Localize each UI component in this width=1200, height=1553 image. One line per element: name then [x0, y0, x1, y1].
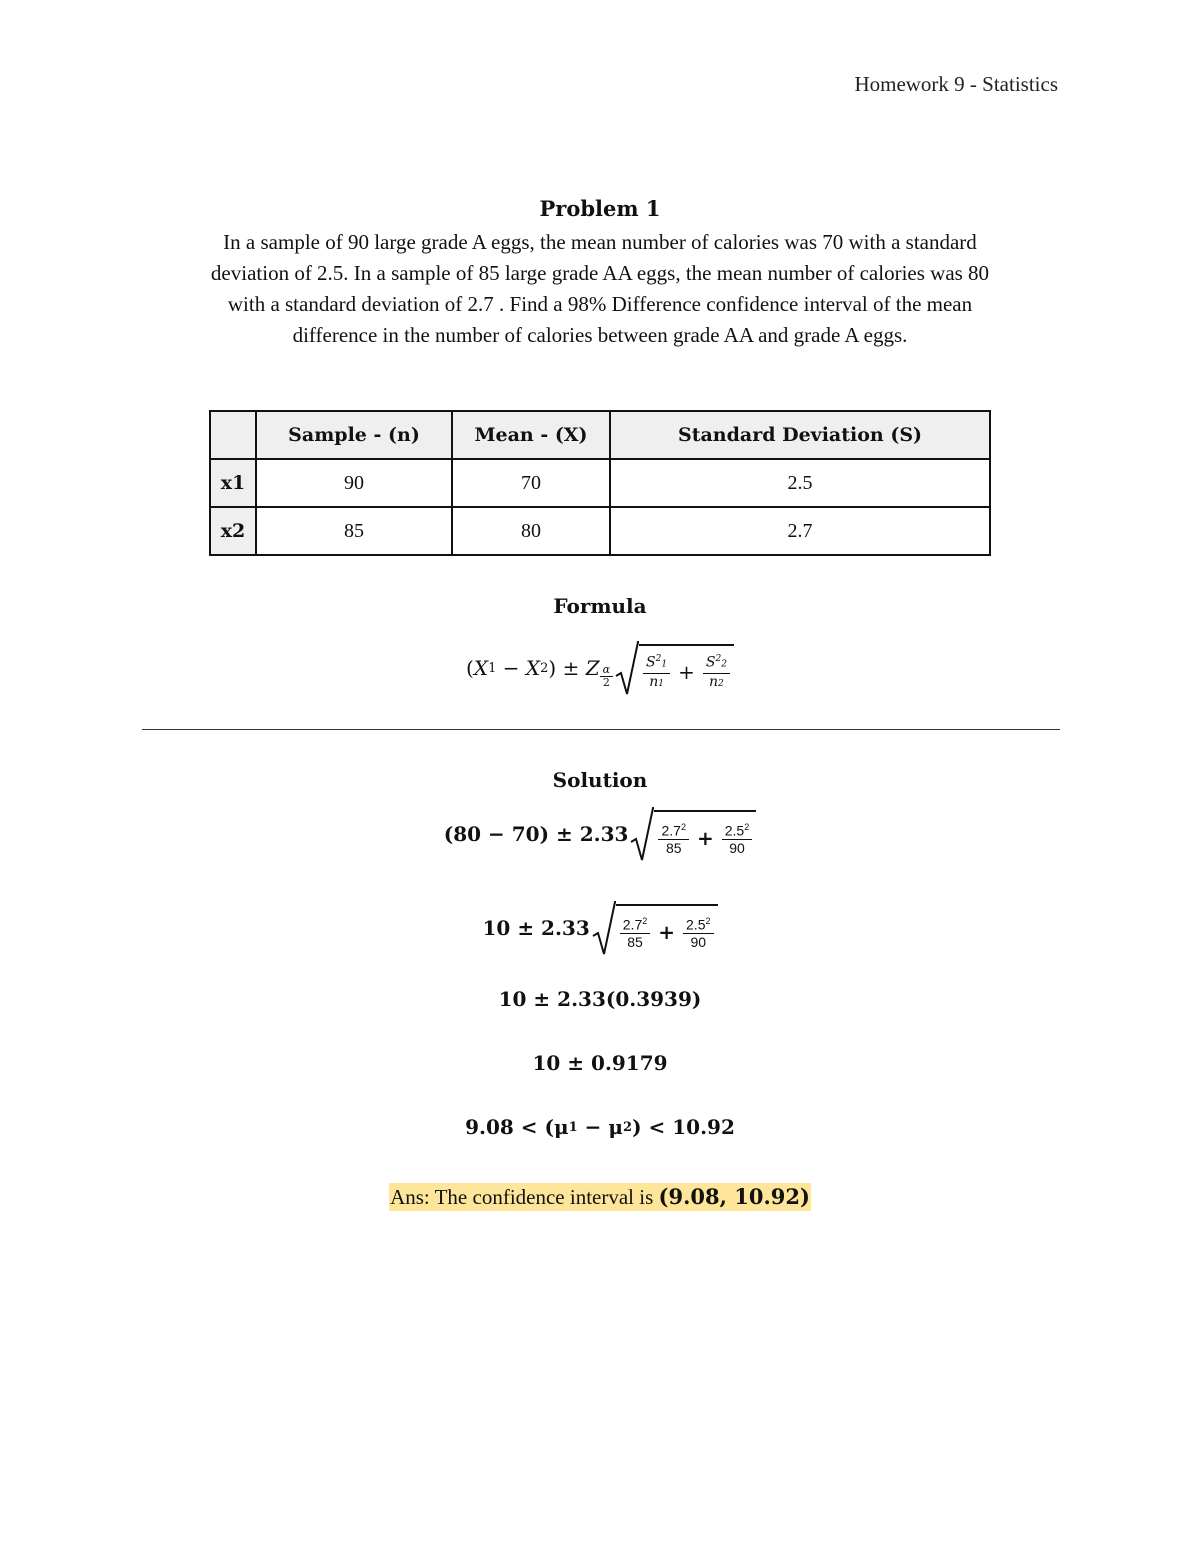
fraction: $\frac{2.7^2}{85}$	[658, 819, 688, 858]
solution-step-4: 10 ± 0.9179	[532, 1051, 668, 1075]
paren-open: (	[466, 656, 474, 680]
problem-text	[150, 227, 1050, 351]
plus-minus-sign: ±	[562, 656, 580, 680]
problem-line: deviation of 2.5. In a sample of 85 large grade AA eggs, the mean number of calories was 80	[210, 261, 990, 285]
fraction: $\frac{S^22}{n2}$	[703, 651, 730, 694]
table-header-row	[210, 411, 990, 459]
fraction: $\frac{2.5^2}{90}$	[683, 913, 713, 952]
problem-block	[150, 196, 1050, 351]
fraction: $\frac{S^21}{n1}$	[643, 651, 670, 694]
square-root: $\frac{2.7^2}{85}$ + $\frac{2.5^2}{90}$	[592, 900, 718, 956]
answer-prefix: Ans: The confidence interval is	[390, 1185, 659, 1209]
solution-step-5: 9.08 < ( μ 1 − μ 2 ) < 10.92	[465, 1115, 735, 1139]
table-header-cell	[210, 411, 256, 459]
square-root: $\frac{2.7^2}{85}$ + $\frac{2.5^2}{90}$	[630, 806, 756, 862]
fraction: $\frac{2.7^2}{85}$	[620, 913, 650, 952]
solution-title: Solution	[552, 768, 648, 792]
paren-close: )	[548, 656, 557, 680]
plus-sign: +	[678, 660, 695, 684]
symbol-x: X	[473, 656, 489, 680]
radical-icon	[592, 900, 616, 956]
formula-expression	[0, 632, 1200, 704]
solution-step-1: (80 − 70) ± 2.33 $\frac{2.7^2}{85}$ + $\frac{2.5^2}{90}$	[0, 802, 1200, 866]
table-header-cell: Mean - (X)	[452, 411, 610, 459]
solution-step-3: 10 ± 2.33(0.3939)	[498, 987, 702, 1011]
table-header-cell: Sample - (n)	[256, 411, 452, 459]
radical-icon	[615, 640, 639, 696]
page-header: Homework 9 - Statistics	[854, 72, 1058, 96]
answer-highlight	[389, 1183, 811, 1211]
answer-line	[0, 1184, 1200, 1210]
data-table	[209, 410, 991, 556]
problem-line: with a standard deviation of 2.7 . Find a 98% Difference confidence interval of the mean	[227, 292, 973, 316]
table-cell: 2.7	[610, 507, 990, 555]
problem-line: In a sample of 90 large grade A eggs, the mean number of calories was 70 with a standard	[223, 230, 977, 254]
table-cell: 2.5	[610, 459, 990, 507]
alpha-over-two: $\frac{\alpha}{2}$	[600, 664, 613, 689]
table-header-cell: Standard Deviation (S)	[610, 411, 990, 459]
table-row	[210, 459, 990, 507]
table-cell: 80	[452, 507, 610, 555]
section-divider	[142, 729, 1060, 730]
table-row	[210, 507, 990, 555]
symbol-z: Z	[585, 656, 600, 680]
problem-title: Problem 1	[539, 196, 661, 221]
table-cell: 90	[256, 459, 452, 507]
problem-line: difference in the number of calories between grade AA and grade A eggs.	[292, 323, 908, 347]
symbol-x: X	[525, 656, 541, 680]
subscript: 2	[540, 660, 549, 676]
table-cell: 70	[452, 459, 610, 507]
fraction: $\frac{2.5^2}{90}$	[722, 819, 752, 858]
answer-value: (9.08, 10.92)	[658, 1184, 810, 1209]
radical-icon	[630, 806, 654, 862]
subscript: 1	[488, 660, 497, 676]
row-label: x2	[210, 507, 256, 555]
table-cell: 85	[256, 507, 452, 555]
formula-title: Formula	[553, 594, 647, 618]
minus-sign: −	[502, 656, 520, 680]
square-root	[615, 640, 734, 696]
row-label: x1	[210, 459, 256, 507]
solution-step-2: 10 ± 2.33 $\frac{2.7^2}{85}$ + $\frac{2.5^2}{90}$	[0, 896, 1200, 960]
